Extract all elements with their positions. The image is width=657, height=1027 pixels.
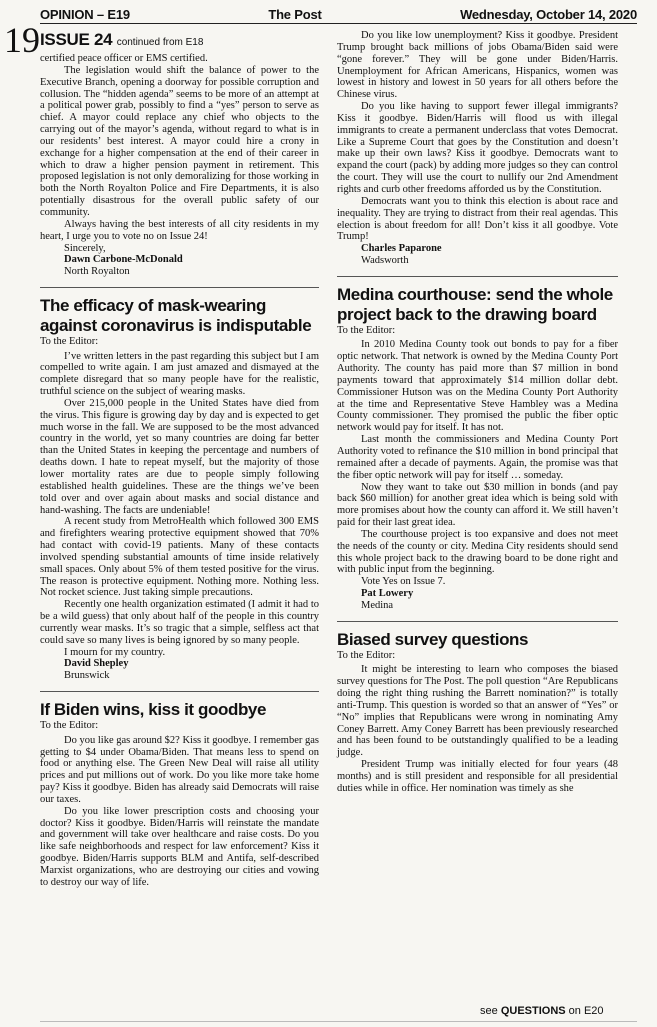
letter-town: Wadsworth [361,255,409,267]
continued-from-label: continued from E18 [116,37,204,48]
letter-headline: The efficacy of mask-wearing against coronavirus is indisputable [40,296,312,336]
letter-paragraph: President Trump was initially elected for four years (48 months) and is still president and responsible for all presidential duties while in office. Her nomination was timely as she [337,759,618,794]
jump-page: on E20 [568,1005,604,1017]
letter-paragraph: It might be interesting to learn who composes the biased survey questions for The Post. The poll question “Are Republicans doing the right thing rushing the Barrett nomination?” is totally anti-Trump. This question is worded so that an answer of “Yes” or “No” implies that Republicans were wrong in nominating Amy Coney Barrett. Amy Coney Barrett has been previously researched and has been found to be outstandingly qualified to be a leading judge. [337,664,618,759]
biden-letter-continued [337,30,618,267]
letter-signer: Dawn Carbone-McDonald [64,254,183,266]
divider [40,287,319,288]
paper-name: The Post [268,6,322,22]
salutation: To the Editor: [40,336,99,348]
divider [337,276,618,277]
jump-see: see [480,1005,498,1017]
letter-town: Medina [361,599,394,611]
divider [40,691,319,692]
masthead [40,6,637,22]
letter-paragraph: In 2010 Medina County took out bonds to pay for a fiber optic network. That network is owned by the Medina County Port Authority. The county has paid more than $7 million in bond payments toward that approximately $14 million dollar debt. Commissioner Hutson was on the Medina County Port Authority at the time and Representative Steve Hambley was a Medina County commissioner. They promised the public the fiber optic network would pay for itself. It has not. [337,339,618,434]
left-column [40,30,319,889]
page-number: 19 [4,20,40,60]
masks-letter [40,296,319,682]
bottom-rule [40,1021,637,1022]
letter-paragraph: The legislation would shift the balance of power to the Executive Branch, opening a doorway for possible corruption and collusion. The “hidden agenda” seems to be more of an attempt at a political power grab, possibly to find a “yes” person to serve as chief. A mayor could replace any chief who objects to the carrying out of the mayor’s agenda, without regard to what is in our residents’ best interest. A mayor could hire a crony in exchange for a higher compensation at the end of their career in which to draw a higher pension payment in retirement. This proposed legislation is not only demoralizing for those working in both the North Royalton Police and Fire Departments, it is also potentially disastrous for the overall public safety of our community. [40,64,319,218]
letter-paragraph: A recent study from MetroHealth which followed 300 EMS and firefighters wearing protective equipment showed that 70% had contact with covid-19 patients. Many of these contacts involved spending substantial amounts of time inside relatively small spaces. Only about 5% of them tested positive for the virus. The reason is protective equipment. Nothing more. Nothing less. Not rocket science. Just taking simple precautions. [40,516,319,599]
letter-paragraph: I’ve written letters in the past regarding this subject but I am compelled to write again. I am just amazed and dismayed at the complete disregard that so many people have for the realistic, truthful science on the subject of wearing masks. [40,350,319,398]
biden-letter [40,700,319,888]
letter-closing: Sincerely, [64,242,106,254]
survey-letter [337,630,618,795]
letter-town: Brunswick [64,670,110,682]
letter-paragraph: Recently one health organization estimated (I admit it had to be a wild guess) that only about half of the people in this country currently wear masks. It’s so tragic that a simple, selfless act that could save so many lives is being ignored by so many people. [40,599,319,646]
right-column [337,30,618,795]
jump-keyword: QUESTIONS [500,1005,566,1017]
letter-headline: Biased survey questions [337,629,529,649]
salutation: To the Editor: [337,324,396,336]
medina-letter [337,285,618,612]
letter-paragraph: Do you like having to support fewer illegal immigrants? Kiss it goodbye. Biden/Harris will flood us with illegal immigrants to create a permanent underclass that votes Democrat. Like a Supreme Court that goes by the Constitution and doesn’t make up their own laws? Kiss it goodbye. Democrats want to expand the court (pack) by adding more judges so they can control the court. They will use the court to nullify our 2nd Amendment rights and curb other freedoms afforded us by the Constitution. [337,101,618,195]
letter-paragraph: Always having the best interests of all city residents in my heart, I urge you to vote no on Issue 24! [40,218,319,242]
letter-signer: David Shepley [64,658,129,670]
letter-paragraph: Over 215,000 people in the United States have died from the virus. This figure is growing day by day and is expected to get much worse in the fall. We are supposed to be the most advanced country in the world, yet so many countries are doing far better than the United States in keeping the percentage and numbers of deaths down. I hate to repeat myself, but the majority of those lower mortality rates are due to people simply following established health guidelines. These are the things we’ve been told over and over again about masks and social distance and hand-washing. The facts are undeniable! [40,397,319,516]
issue24-letter [40,30,319,278]
letter-paragraph: Do you like gas around $2? Kiss it goodbye. I remember gas getting to $4 under Obama/Biden. That means less to spend on food or anything else. The Green New Deal will raise all utility prices and put millions out of work. Do you like more take home pay? Kiss it goodbye. Biden has already said Democrats will raise our taxes. [40,734,319,805]
letter-paragraph: Now they want to take out $30 million in bonds (and pay back $60 million) for another great idea which is being sold with more promises about how the county can afford it. We still haven’t paid for their last great idea. [337,481,618,529]
issue24-title: ISSUE 24 [40,30,113,49]
section-label: OPINION – E19 [40,6,130,22]
issue-date: Wednesday, October 14, 2020 [460,6,637,22]
letter-paragraph: The courthouse project is too expansive and does not meet the needs of the county or city. Medina City residents should send this whole project back to the drawing board to be done right and with public input from the beginning. [337,528,618,576]
letter-headline: Medina courthouse: send the whole project back to the drawing board [337,284,613,324]
jump-line[interactable] [480,1005,604,1017]
salutation: To the Editor: [40,720,99,732]
letter-paragraph: Do you like lower prescription costs and choosing your doctor? Kiss it goodbye. Biden/Harris will reinstate the mandate and government will take over healthcare and raise costs. Do you like safe neighborhoods and respect for law enforcement? Kiss it goodbye. Biden/Harris supports BLM and Antifa, self-described Marxist organizations, who are destroying our cities and vowing to destroy our way of life. [40,805,319,888]
letter-paragraph: certified peace officer or EMS certified. [40,53,208,64]
letter-town: North Royalton [64,266,130,278]
salutation: To the Editor: [337,649,396,661]
continued-headline [40,30,319,53]
letter-closing: I mourn for my country. [64,646,166,658]
letter-paragraph: Do you like low unemployment? Kiss it goodbye. President Trump brought back millions of jobs Obama/Biden said were “gone forever.” They will be gone under Biden/Harris. Unemployment for African Americans, Hispanics, women was lowest in history and lowest in 50 years for all others before the Chinese virus. [337,30,618,101]
divider [337,621,618,622]
letter-paragraph: Democrats want you to think this election is about race and inequality. They are trying to distract from their real agendas. This election is about freedom for all! Don’t kiss it all goodbye. Vote Trump! [337,195,618,243]
letter-signer: Charles Paparone [361,243,442,255]
letter-paragraph: Last month the commissioners and Medina County Port Authority voted to refinance the $10 million in bond principal that remained after a decade of payments. Again, the promise was that the fiber optic network will pay for itself … someday. [337,434,618,481]
letter-closing: Vote Yes on Issue 7. [361,576,446,588]
masthead-rule [40,23,637,24]
letter-signer: Pat Lowery [361,588,414,600]
letter-headline: If Biden wins, kiss it goodbye [40,700,267,720]
